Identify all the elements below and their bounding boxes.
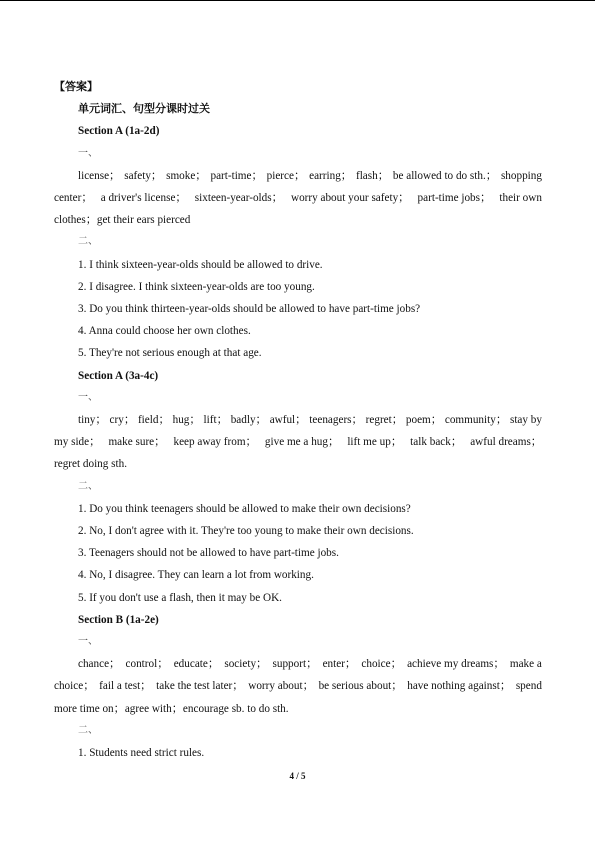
part-label: 二、 bbox=[78, 236, 98, 248]
vocab-phrase: lift me up； bbox=[347, 436, 403, 449]
vocab-phrase: community； bbox=[444, 414, 508, 426]
sentence-item: 4. No, I disagree. They can learn a lot from working. bbox=[78, 569, 314, 582]
vocab-line bbox=[78, 169, 542, 183]
vocab-phrase: regret； bbox=[365, 414, 403, 426]
vocab-phrase: spend bbox=[515, 680, 542, 693]
vocab-phrase: stay by bbox=[509, 414, 542, 426]
vocab-phrase: cry； bbox=[109, 414, 136, 426]
vocab-phrase: a driver's license； bbox=[100, 192, 187, 204]
vocab-phrase: hug； bbox=[172, 414, 201, 426]
vocab-line bbox=[78, 657, 542, 671]
vocab-phrase: pierce； bbox=[266, 169, 306, 182]
vocab-phrase: tiny； bbox=[78, 414, 107, 426]
vocab-phrase: their own bbox=[499, 192, 542, 204]
section-subtitle: 单元词汇、句型分课时过关 bbox=[78, 102, 210, 116]
vocab-phrase: be serious about； bbox=[318, 680, 403, 693]
vocab-phrase: enter； bbox=[322, 658, 357, 671]
vocab-line: clothes；get their ears pierced bbox=[54, 214, 191, 227]
part-label: 一、 bbox=[78, 636, 98, 647]
vocab-phrase: sixteen-year-olds； bbox=[194, 192, 283, 204]
sentence-item: 5. They're not serious enough at that age. bbox=[78, 347, 262, 360]
vocab-phrase: control； bbox=[125, 658, 169, 671]
vocab-phrase: teenagers； bbox=[309, 414, 363, 426]
sentence-item: 5. If you don't use a flash, then it may be OK. bbox=[78, 591, 282, 604]
vocab-line: regret doing sth. bbox=[54, 458, 128, 471]
sentence-item: 3. Teenagers should not be allowed to have part-time jobs. bbox=[78, 547, 339, 560]
vocab-phrase: choice； bbox=[54, 680, 95, 693]
vocab-phrase: educate； bbox=[173, 658, 220, 671]
vocab-phrase: lift； bbox=[203, 414, 228, 426]
vocab-phrase: earring； bbox=[309, 169, 352, 182]
sentence-item: 2. I disagree. I think sixteen-year-olds are too young. bbox=[78, 280, 315, 293]
vocab-phrase: give me a hug； bbox=[264, 436, 340, 449]
vocab-phrase: flash； bbox=[355, 169, 389, 182]
vocab-phrase: my side； bbox=[54, 436, 101, 449]
sentence-item: 1. Do you think teenagers should be allowed to make their own decisions? bbox=[78, 502, 411, 515]
sentence-item: 1. Students need strict rules. bbox=[78, 747, 205, 759]
part-label: 一、 bbox=[78, 147, 98, 159]
answer-heading: 【答案】 bbox=[54, 80, 98, 93]
vocab-phrase: smoke； bbox=[166, 169, 207, 182]
vocab-phrase: have nothing against； bbox=[407, 680, 512, 693]
part-label: 一、 bbox=[78, 391, 98, 403]
page-number: 4 / 5 bbox=[289, 771, 306, 781]
vocab-phrase: poem； bbox=[405, 414, 442, 426]
vocab-phrase: take the test later； bbox=[156, 680, 244, 693]
section-title: Section A (3a-4c) bbox=[78, 369, 159, 382]
vocab-line: more time on；agree with；encourage sb. to do sth. bbox=[54, 702, 289, 715]
vocab-phrase: shopping bbox=[500, 169, 542, 182]
vocab-phrase: part-time； bbox=[210, 169, 263, 182]
section-title: Section B (1a-2e) bbox=[78, 613, 159, 626]
vocab-phrase: choice； bbox=[361, 658, 402, 671]
vocab-phrase: achieve my dreams； bbox=[407, 658, 505, 671]
vocab-phrase: support； bbox=[272, 658, 318, 671]
header-rule bbox=[0, 0, 595, 1]
vocab-phrase: keep away from； bbox=[173, 436, 257, 449]
vocab-phrase: worry about； bbox=[248, 680, 314, 693]
vocab-phrase: make a bbox=[509, 658, 542, 671]
vocab-phrase: make sure； bbox=[108, 436, 166, 449]
sentence-item: 3. Do you think thirteen-year-olds should be allowed to have part-time jobs? bbox=[78, 303, 421, 315]
vocab-phrase: society； bbox=[224, 658, 268, 671]
part-label: 二、 bbox=[78, 480, 98, 492]
section-title: Section A (1a-2d) bbox=[78, 125, 160, 138]
vocab-phrase: talk back； bbox=[410, 436, 463, 449]
vocab-phrase: field； bbox=[137, 414, 170, 426]
part-label: 二、 bbox=[78, 724, 98, 736]
vocab-phrase: worry about your safety； bbox=[290, 192, 410, 204]
sentence-item: 2. No, I don't agree with it. They're too young to make their own decisions. bbox=[78, 525, 414, 537]
vocab-phrase: part-time jobs； bbox=[417, 192, 492, 204]
vocab-phrase: safety； bbox=[124, 169, 163, 182]
vocab-line bbox=[54, 435, 542, 449]
vocab-phrase: be allowed to do sth.； bbox=[392, 169, 497, 182]
vocab-phrase: awful； bbox=[269, 414, 307, 426]
vocab-line bbox=[78, 413, 542, 427]
vocab-line bbox=[54, 191, 542, 205]
vocab-phrase: license； bbox=[78, 169, 121, 182]
vocab-line bbox=[54, 679, 542, 693]
sentence-item: 1. I think sixteen-year-olds should be allowed to drive. bbox=[78, 258, 323, 271]
vocab-phrase: chance； bbox=[78, 658, 121, 671]
vocab-phrase: center； bbox=[54, 192, 93, 204]
vocab-phrase: badly； bbox=[230, 414, 267, 426]
vocab-phrase: fail a test； bbox=[99, 680, 152, 693]
sentence-item: 4. Anna could choose her own clothes. bbox=[78, 325, 251, 338]
vocab-phrase: awful dreams； bbox=[470, 436, 542, 449]
